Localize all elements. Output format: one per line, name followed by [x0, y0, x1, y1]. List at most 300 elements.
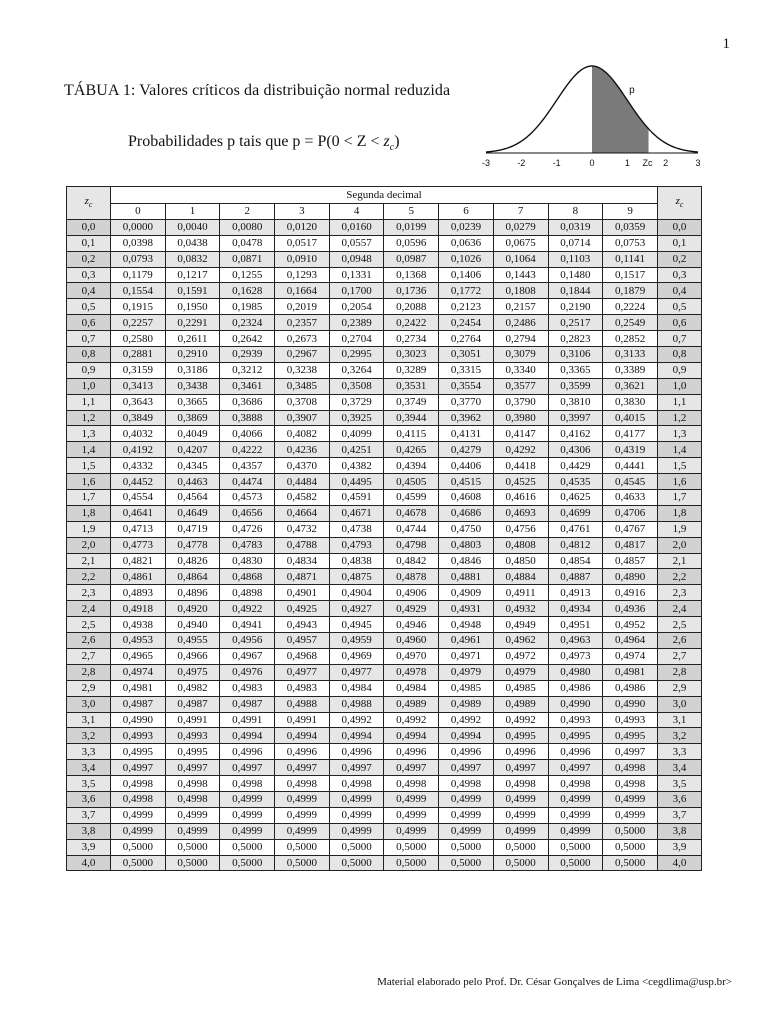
table-cell: 0,3461 — [220, 378, 275, 394]
table-cell: 0,4966 — [165, 648, 220, 664]
table-cell: 0,4394 — [384, 458, 439, 474]
table-cell: 0,4999 — [493, 791, 548, 807]
table-cell: 0,1293 — [275, 267, 330, 283]
table-cell: 0,0793 — [111, 251, 166, 267]
table-cell: 0,4987 — [111, 696, 166, 712]
table-cell: 0,4452 — [111, 474, 166, 490]
table-cell: 0,4573 — [220, 490, 275, 506]
header-digit: 8 — [548, 204, 603, 220]
row-z-right: 2,9 — [658, 680, 702, 696]
table-cell: 0,4773 — [111, 537, 166, 553]
table-row — [67, 458, 702, 474]
table-cell: 0,4994 — [439, 728, 494, 744]
table-cell: 0,3577 — [493, 378, 548, 394]
table-cell: 0,2257 — [111, 315, 166, 331]
table-row — [67, 219, 702, 235]
row-z-left: 1,3 — [67, 426, 111, 442]
table-cell: 0,4999 — [329, 807, 384, 823]
table-cell: 0,4992 — [384, 712, 439, 728]
table-cell: 0,4904 — [329, 585, 384, 601]
table-cell: 0,4854 — [548, 553, 603, 569]
table-cell: 0,4147 — [493, 426, 548, 442]
table-cell: 0,4920 — [165, 601, 220, 617]
table-cell: 0,4901 — [275, 585, 330, 601]
row-z-left: 0,1 — [67, 235, 111, 251]
table-cell: 0,0160 — [329, 219, 384, 235]
table-cell: 0,4898 — [220, 585, 275, 601]
table-row — [67, 283, 702, 299]
table-cell: 0,5000 — [439, 839, 494, 855]
table-cell: 0,4808 — [493, 537, 548, 553]
table-cell: 0,4207 — [165, 442, 220, 458]
table-cell: 0,5000 — [275, 839, 330, 855]
table-cell: 0,4979 — [439, 664, 494, 680]
table-cell: 0,5000 — [548, 839, 603, 855]
table-cell: 0,2157 — [493, 299, 548, 315]
table-cell: 0,4918 — [111, 601, 166, 617]
row-z-left: 2,5 — [67, 617, 111, 633]
table-cell: 0,1331 — [329, 267, 384, 283]
table-cell: 0,4973 — [548, 648, 603, 664]
table-cell: 0,4997 — [165, 760, 220, 776]
table-cell: 0,4999 — [384, 823, 439, 839]
table-cell: 0,3159 — [111, 362, 166, 378]
table-cell: 0,4999 — [493, 823, 548, 839]
table-cell: 0,4162 — [548, 426, 603, 442]
table-cell: 0,4990 — [548, 696, 603, 712]
table-cell: 0,4983 — [275, 680, 330, 696]
table-cell: 0,3238 — [275, 362, 330, 378]
table-row — [67, 601, 702, 617]
table-cell: 0,0478 — [220, 235, 275, 251]
table-row — [67, 617, 702, 633]
row-z-right: 1,6 — [658, 474, 702, 490]
table-cell: 0,4582 — [275, 490, 330, 506]
row-z-left: 3,5 — [67, 776, 111, 792]
curve-tick-label: -2 — [517, 158, 526, 168]
table-cell: 0,5000 — [275, 855, 330, 871]
table-cell: 0,4970 — [384, 648, 439, 664]
table-row — [67, 426, 702, 442]
row-z-right: 3,6 — [658, 791, 702, 807]
table-cell: 0,0120 — [275, 219, 330, 235]
table-cell: 0,4706 — [603, 505, 658, 521]
table-cell: 0,4968 — [275, 648, 330, 664]
row-z-left: 1,2 — [67, 410, 111, 426]
table-cell: 0,4925 — [275, 601, 330, 617]
row-z-right: 1,8 — [658, 505, 702, 521]
table-cell: 0,1700 — [329, 283, 384, 299]
table-cell: 0,3106 — [548, 347, 603, 363]
table-cell: 0,4989 — [439, 696, 494, 712]
table-cell: 0,5000 — [111, 839, 166, 855]
header-digit: 1 — [165, 204, 220, 220]
table-cell: 0,4608 — [439, 490, 494, 506]
table-cell: 0,4987 — [220, 696, 275, 712]
table-cell: 0,4994 — [329, 728, 384, 744]
row-z-right: 3,4 — [658, 760, 702, 776]
table-cell: 0,4986 — [548, 680, 603, 696]
row-z-left: 3,1 — [67, 712, 111, 728]
table-cell: 0,4686 — [439, 505, 494, 521]
table-cell: 0,0636 — [439, 235, 494, 251]
table-cell: 0,1591 — [165, 283, 220, 299]
p-label: p — [629, 85, 635, 96]
table-cell: 0,3264 — [329, 362, 384, 378]
table-cell: 0,4875 — [329, 569, 384, 585]
table-cell: 0,4931 — [439, 601, 494, 617]
table-cell: 0,2580 — [111, 331, 166, 347]
shaded-area — [592, 66, 649, 153]
table-cell: 0,4890 — [603, 569, 658, 585]
row-z-left: 2,2 — [67, 569, 111, 585]
table-cell: 0,4649 — [165, 505, 220, 521]
table-cell: 0,4999 — [493, 807, 548, 823]
table-row — [67, 410, 702, 426]
table-cell: 0,4995 — [165, 744, 220, 760]
table-cell: 0,2224 — [603, 299, 658, 315]
table-cell: 0,4803 — [439, 537, 494, 553]
row-z-right: 0,1 — [658, 235, 702, 251]
table-cell: 0,1443 — [493, 267, 548, 283]
row-z-left: 3,9 — [67, 839, 111, 855]
table-cell: 0,4783 — [220, 537, 275, 553]
table-cell: 0,4993 — [111, 728, 166, 744]
row-z-left: 2,9 — [67, 680, 111, 696]
table-cell: 0,4999 — [603, 807, 658, 823]
table-cell: 0,1141 — [603, 251, 658, 267]
table-cell: 0,0517 — [275, 235, 330, 251]
header-digit: 0 — [111, 204, 166, 220]
table-cell: 0,4992 — [493, 712, 548, 728]
table-cell: 0,4778 — [165, 537, 220, 553]
table-cell: 0,4997 — [493, 760, 548, 776]
table-cell: 0,4992 — [439, 712, 494, 728]
table-cell: 0,4996 — [275, 744, 330, 760]
table-cell: 0,1368 — [384, 267, 439, 283]
table-cell: 0,4974 — [603, 648, 658, 664]
table-cell: 0,4265 — [384, 442, 439, 458]
table-cell: 0,4761 — [548, 521, 603, 537]
table-cell: 0,4998 — [439, 776, 494, 792]
row-z-right: 2,7 — [658, 648, 702, 664]
table-cell: 0,4525 — [493, 474, 548, 490]
table-cell: 0,4998 — [111, 776, 166, 792]
table-cell: 0,4131 — [439, 426, 494, 442]
table-cell: 0,4864 — [165, 569, 220, 585]
table-cell: 0,4726 — [220, 521, 275, 537]
table-cell: 0,1026 — [439, 251, 494, 267]
row-z-left: 3,7 — [67, 807, 111, 823]
table-cell: 0,3599 — [548, 378, 603, 394]
header-digit: 4 — [329, 204, 384, 220]
table-cell: 0,5000 — [329, 855, 384, 871]
table-cell: 0,4830 — [220, 553, 275, 569]
table-cell: 0,1517 — [603, 267, 658, 283]
table-cell: 0,4515 — [439, 474, 494, 490]
table-cell: 0,0279 — [493, 219, 548, 235]
table-cell: 0,5000 — [384, 839, 439, 855]
table-cell: 0,3438 — [165, 378, 220, 394]
table-cell: 0,4929 — [384, 601, 439, 617]
table-cell: 0,5000 — [384, 855, 439, 871]
table-cell: 0,3340 — [493, 362, 548, 378]
table-cell: 0,2852 — [603, 331, 658, 347]
table-cell: 0,3849 — [111, 410, 166, 426]
normal-curve-figure — [476, 60, 710, 178]
table-cell: 0,4846 — [439, 553, 494, 569]
row-z-right: 1,3 — [658, 426, 702, 442]
table-cell: 0,4994 — [384, 728, 439, 744]
table-row — [67, 442, 702, 458]
table-row — [67, 299, 702, 315]
row-z-right: 2,4 — [658, 601, 702, 617]
table-cell: 0,4884 — [493, 569, 548, 585]
table-cell: 0,4713 — [111, 521, 166, 537]
table-cell: 0,3212 — [220, 362, 275, 378]
row-z-right: 1,9 — [658, 521, 702, 537]
table-cell: 0,4793 — [329, 537, 384, 553]
table-cell: 0,4938 — [111, 617, 166, 633]
subtitle-prefix: Probabilidades p tais que — [128, 133, 293, 150]
table-cell: 0,5000 — [220, 839, 275, 855]
table-cell: 0,4495 — [329, 474, 384, 490]
table-cell: 0,4979 — [493, 664, 548, 680]
table-cell: 0,4999 — [384, 807, 439, 823]
table-cell: 0,2611 — [165, 331, 220, 347]
table-row — [67, 744, 702, 760]
table-cell: 0,2764 — [439, 331, 494, 347]
table-cell: 0,3749 — [384, 394, 439, 410]
table-cell: 0,4978 — [384, 664, 439, 680]
row-z-left: 2,0 — [67, 537, 111, 553]
table-cell: 0,4826 — [165, 553, 220, 569]
table-cell: 0,4192 — [111, 442, 166, 458]
table-cell: 0,5000 — [329, 839, 384, 855]
table-cell: 0,4066 — [220, 426, 275, 442]
table-cell: 0,1985 — [220, 299, 275, 315]
row-z-left: 3,4 — [67, 760, 111, 776]
table-cell: 0,4998 — [548, 776, 603, 792]
table-cell: 0,4911 — [493, 585, 548, 601]
table-cell: 0,0239 — [439, 219, 494, 235]
table-cell: 0,4932 — [493, 601, 548, 617]
table-cell: 0,2704 — [329, 331, 384, 347]
table-cell: 0,4857 — [603, 553, 658, 569]
table-cell: 0,0910 — [275, 251, 330, 267]
table-cell: 0,4998 — [220, 776, 275, 792]
table-cell: 0,0040 — [165, 219, 220, 235]
table-cell: 0,2734 — [384, 331, 439, 347]
row-z-right: 1,4 — [658, 442, 702, 458]
table-cell: 0,4474 — [220, 474, 275, 490]
table-cell: 0,3485 — [275, 378, 330, 394]
table-cell: 0,4999 — [603, 791, 658, 807]
table-cell: 0,3907 — [275, 410, 330, 426]
row-z-left: 1,4 — [67, 442, 111, 458]
table-cell: 0,4564 — [165, 490, 220, 506]
table-cell: 0,4999 — [111, 823, 166, 839]
row-z-right: 1,0 — [658, 378, 702, 394]
table-cell: 0,4977 — [275, 664, 330, 680]
header-digit: 7 — [493, 204, 548, 220]
row-z-right: 0,0 — [658, 219, 702, 235]
header-digit: 9 — [603, 204, 658, 220]
table-cell: 0,4916 — [603, 585, 658, 601]
table-cell: 0,4656 — [220, 505, 275, 521]
table-cell: 0,4980 — [548, 664, 603, 680]
row-z-left: 1,9 — [67, 521, 111, 537]
table-cell: 0,4990 — [603, 696, 658, 712]
table-cell: 0,4998 — [329, 776, 384, 792]
table-cell: 0,3554 — [439, 378, 494, 394]
row-z-left: 4,0 — [67, 855, 111, 871]
table-row — [67, 347, 702, 363]
table-row — [67, 553, 702, 569]
table-cell: 0,3133 — [603, 347, 658, 363]
table-cell: 0,4850 — [493, 553, 548, 569]
table-cell: 0,2190 — [548, 299, 603, 315]
table-cell: 0,4429 — [548, 458, 603, 474]
row-z-left: 3,6 — [67, 791, 111, 807]
table-cell: 0,3980 — [493, 410, 548, 426]
table-cell: 0,4834 — [275, 553, 330, 569]
table-row — [67, 760, 702, 776]
table-cell: 0,3790 — [493, 394, 548, 410]
table-cell: 0,4946 — [384, 617, 439, 633]
table-row — [67, 855, 702, 871]
table-cell: 0,4987 — [165, 696, 220, 712]
table-cell: 0,4960 — [384, 633, 439, 649]
table-cell: 0,0080 — [220, 219, 275, 235]
curve-tick-label: 0 — [589, 158, 595, 168]
table-cell: 0,3023 — [384, 347, 439, 363]
table-cell: 0,4719 — [165, 521, 220, 537]
table-cell: 0,4463 — [165, 474, 220, 490]
table-cell: 0,4997 — [111, 760, 166, 776]
table-cell: 0,4982 — [165, 680, 220, 696]
table-cell: 0,4967 — [220, 648, 275, 664]
table-cell: 0,4616 — [493, 490, 548, 506]
row-z-left: 3,0 — [67, 696, 111, 712]
table-row — [67, 696, 702, 712]
table-cell: 0,4957 — [275, 633, 330, 649]
table-cell: 0,2910 — [165, 347, 220, 363]
table-cell: 0,4382 — [329, 458, 384, 474]
table-cell: 0,3315 — [439, 362, 494, 378]
row-z-left: 0,8 — [67, 347, 111, 363]
table-cell: 0,4441 — [603, 458, 658, 474]
row-z-right: 0,2 — [658, 251, 702, 267]
table-cell: 0,4989 — [384, 696, 439, 712]
table-cell: 0,4236 — [275, 442, 330, 458]
table-row — [67, 378, 702, 394]
table-cell: 0,4994 — [220, 728, 275, 744]
subtitle-zc: $z_c$ — [383, 133, 395, 154]
table-cell: 0,3389 — [603, 362, 658, 378]
table-cell: 0,4015 — [603, 410, 658, 426]
table-cell: 0,4999 — [548, 791, 603, 807]
row-z-right: 2,8 — [658, 664, 702, 680]
table-cell: 0,4993 — [603, 712, 658, 728]
row-z-left: 0,9 — [67, 362, 111, 378]
table-cell: 0,4948 — [439, 617, 494, 633]
row-z-right: 3,0 — [658, 696, 702, 712]
table-cell: 0,4977 — [329, 664, 384, 680]
table-row — [67, 490, 702, 506]
table-cell: 0,4406 — [439, 458, 494, 474]
row-z-right: 0,7 — [658, 331, 702, 347]
table-cell: 0,0714 — [548, 235, 603, 251]
table-cell: 0,4821 — [111, 553, 166, 569]
table-cell: 0,4943 — [275, 617, 330, 633]
table-cell: 0,4664 — [275, 505, 330, 521]
table-cell: 0,3888 — [220, 410, 275, 426]
row-z-right: 1,2 — [658, 410, 702, 426]
table-cell: 0,3531 — [384, 378, 439, 394]
table-cell: 0,4871 — [275, 569, 330, 585]
table-cell: 0,4535 — [548, 474, 603, 490]
table-cell: 0,4952 — [603, 617, 658, 633]
table-cell: 0,2517 — [548, 315, 603, 331]
table-row — [67, 315, 702, 331]
table-cell: 0,3686 — [220, 394, 275, 410]
table-cell: 0,4357 — [220, 458, 275, 474]
row-z-right: 2,0 — [658, 537, 702, 553]
table-cell: 0,2291 — [165, 315, 220, 331]
table-cell: 0,4909 — [439, 585, 494, 601]
table-cell: 0,4319 — [603, 442, 658, 458]
table-cell: 0,2881 — [111, 347, 166, 363]
table-cell: 0,4750 — [439, 521, 494, 537]
table-cell: 0,5000 — [220, 855, 275, 871]
table-cell: 0,4505 — [384, 474, 439, 490]
table-cell: 0,1664 — [275, 283, 330, 299]
row-z-left: 0,7 — [67, 331, 111, 347]
row-z-left: 2,1 — [67, 553, 111, 569]
table-cell: 0,4345 — [165, 458, 220, 474]
table-cell: 0,4798 — [384, 537, 439, 553]
table-cell: 0,4997 — [384, 760, 439, 776]
header-digit: 5 — [384, 204, 439, 220]
row-z-left: 1,1 — [67, 394, 111, 410]
table-cell: 0,4633 — [603, 490, 658, 506]
table-cell: 0,2673 — [275, 331, 330, 347]
row-z-left: 2,8 — [67, 664, 111, 680]
table-cell: 0,3051 — [439, 347, 494, 363]
table-cell: 0,2823 — [548, 331, 603, 347]
row-z-right: 0,8 — [658, 347, 702, 363]
table-cell: 0,3830 — [603, 394, 658, 410]
table-cell: 0,2357 — [275, 315, 330, 331]
table-cell: 0,4976 — [220, 664, 275, 680]
table-row — [67, 648, 702, 664]
table-cell: 0,4292 — [493, 442, 548, 458]
table-row — [67, 505, 702, 521]
row-z-left: 3,2 — [67, 728, 111, 744]
table-cell: 0,4906 — [384, 585, 439, 601]
curve-tick-label: 2 — [663, 158, 669, 168]
table-cell: 0,4999 — [220, 807, 275, 823]
header-digit: 6 — [439, 204, 494, 220]
row-z-left: 2,3 — [67, 585, 111, 601]
row-z-right: 3,3 — [658, 744, 702, 760]
table-cell: 0,4999 — [111, 807, 166, 823]
table-cell: 0,0000 — [111, 219, 166, 235]
table-cell: 0,3665 — [165, 394, 220, 410]
table-cell: 0,0199 — [384, 219, 439, 235]
table-cell: 0,4838 — [329, 553, 384, 569]
